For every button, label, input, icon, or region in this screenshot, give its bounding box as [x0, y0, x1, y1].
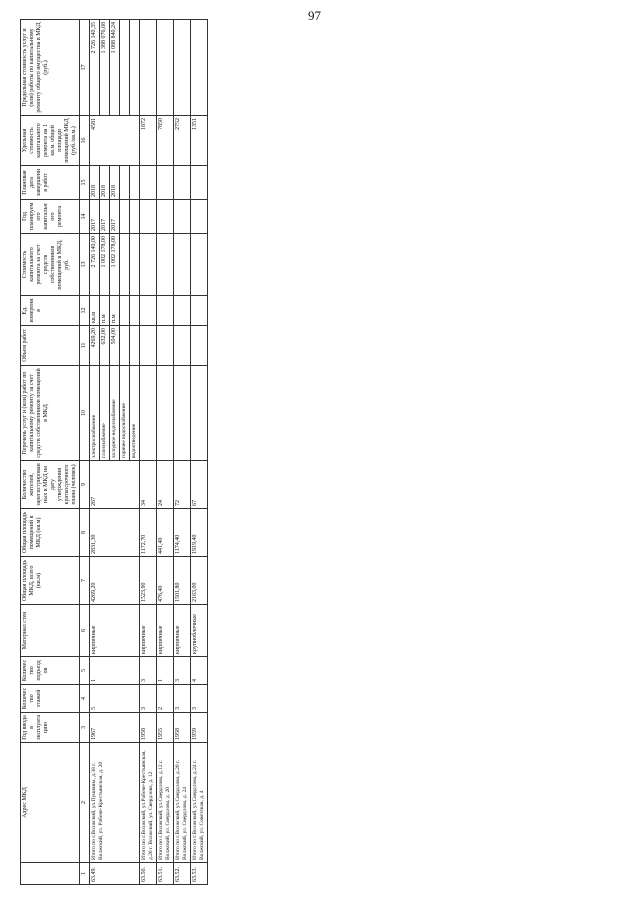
build-year: 1967	[90, 713, 140, 743]
column-index-5: 5	[80, 657, 90, 685]
work-volume	[174, 326, 191, 366]
column-index-7: 7	[80, 557, 90, 605]
area-rooms: 1172,70	[140, 509, 157, 557]
column-header-9: Количество жителей, зарегистрированных в МКД на дату утверждения краткосрочного плана (человек)	[21, 461, 80, 509]
column-index-16: 16	[80, 116, 90, 166]
work-year	[130, 200, 140, 234]
unit-cost: 2752	[174, 116, 191, 166]
table-body	[90, 20, 208, 885]
work-volume	[140, 326, 157, 366]
work-name	[191, 366, 208, 461]
entrances: 1	[90, 657, 140, 685]
column-header-17: Предельная стоимость услуг и (или) работы по капитальному ремонту общего имущества в МКД (руб.)	[21, 20, 80, 116]
work-name: водоотведение	[130, 366, 140, 461]
column-header-6: Материал стен	[21, 605, 80, 657]
work-volume	[120, 326, 130, 366]
unit-cost: 1351	[191, 116, 208, 166]
column-header-16: Удельная стоимость капитального ремонта на 1 кв.м. общей площади помещений МКД (руб./кв.м.)	[21, 116, 80, 166]
work-name: электроснабжение	[90, 366, 100, 461]
limit-cost	[157, 20, 174, 116]
column-header-4: Количество этажей	[21, 685, 80, 713]
build-year: 1958	[174, 713, 191, 743]
column-index-14: 14	[80, 200, 90, 234]
row-number: 63.53.	[191, 863, 208, 885]
area-total: 2163,00	[191, 557, 208, 605]
column-header-12: Ед. измерения	[21, 296, 80, 326]
work-unit	[140, 296, 157, 326]
work-name	[157, 366, 174, 461]
work-year	[140, 200, 157, 234]
column-index-3: 3	[80, 713, 90, 743]
address: Итого по г.Волжский, ул.Пушкина, д.38 г. Волжский, ул. Рабоче-Крестьянская, д. 20	[90, 743, 140, 863]
capital-repair-table	[20, 19, 208, 885]
area-rooms: 441,40	[157, 509, 174, 557]
work-done: 2018	[100, 166, 110, 200]
work-done: 2018	[110, 166, 120, 200]
floors: 3	[191, 685, 208, 713]
build-year: 1958	[140, 713, 157, 743]
work-done	[191, 166, 208, 200]
entrances: 3	[140, 657, 157, 685]
area-total: 1523,90	[140, 557, 157, 605]
work-year	[157, 200, 174, 234]
entrances: 4	[191, 657, 208, 685]
wall-material: крупноблочные	[191, 605, 208, 657]
table-row	[90, 20, 100, 885]
limit-cost: 1 388 076,68	[100, 20, 110, 116]
column-index-15: 15	[80, 166, 90, 200]
floors: 3	[174, 685, 191, 713]
residents: 67	[191, 461, 208, 509]
column-index-10: 10	[80, 366, 90, 461]
row-number: 63.49.	[90, 863, 140, 885]
residents: 72	[174, 461, 191, 509]
wall-material: кирпичные	[157, 605, 174, 657]
limit-cost: 1 088 840,24	[110, 20, 120, 116]
column-index-4: 4	[80, 685, 90, 713]
column-header-11: Объем работ	[21, 326, 80, 366]
residents: 34	[140, 461, 157, 509]
work-unit: п.м	[100, 296, 110, 326]
address: Итого по г.Волжский, ул.Рабоче-Крестьянская, д.20 г. Волжский, ул. Свердлова, д. 12	[140, 743, 157, 863]
table-row	[191, 20, 208, 885]
column-header-7: Общая площадь МКД, всего (кв.м)	[21, 557, 80, 605]
area-rooms: 2831,30	[90, 509, 140, 557]
work-volume	[191, 326, 208, 366]
column-index-12: 12	[80, 296, 90, 326]
work-name	[140, 366, 157, 461]
area-rooms: 1174,40	[174, 509, 191, 557]
work-done: 2018	[90, 166, 100, 200]
column-header-2: Адрес МКД	[21, 743, 80, 863]
work-done	[140, 166, 157, 200]
column-index-1: 1	[80, 863, 90, 885]
work-unit	[120, 296, 130, 326]
work-done	[174, 166, 191, 200]
table-row	[140, 20, 157, 885]
column-header-8: Общая площадь помещений в МКД (кв.м)	[21, 509, 80, 557]
row-number: 63.52.	[174, 863, 191, 885]
work-cost	[130, 234, 140, 296]
work-year: 2017	[110, 200, 120, 234]
column-header-5: Количество подъездов	[21, 657, 80, 685]
work-unit	[157, 296, 174, 326]
wall-material: кирпичные	[90, 605, 140, 657]
column-header-15: Плановая дата завершения работ	[21, 166, 80, 200]
page-number: 97	[308, 8, 321, 23]
work-cost	[140, 234, 157, 296]
work-unit: кв.м	[90, 296, 100, 326]
work-year	[191, 200, 208, 234]
column-header-13: Стоимость капитального ремонта за счет средств собственников помещений в МКД, руб.	[21, 234, 80, 296]
column-index-9: 9	[80, 461, 90, 509]
address: Итого по г.Волжский, ул.Свердлова, д.20 г. Волжский, ул. Свердлова, д. 24	[174, 743, 191, 863]
wall-material: кирпичные	[140, 605, 157, 657]
residents: 267	[90, 461, 140, 509]
limit-cost	[140, 20, 157, 116]
column-header-10: Перечень услуг и (или) работ по капитальному ремонту за счет средств собственников помещений в МКД	[21, 366, 80, 461]
address: Итого по г.Волжский, ул.Свердлова, д.12 г. Волжский, ул. Свердлова, д. 20	[157, 743, 174, 863]
area-total: 4269,20	[90, 557, 140, 605]
work-cost	[174, 234, 191, 296]
work-volume: 504,00	[110, 326, 120, 366]
column-index-6: 6	[80, 605, 90, 657]
address: Итого по г.Волжский, ул.Свердлова, д.24 г. Волжский, ул. Советская, д. 4	[191, 743, 208, 863]
entrances: 1	[157, 657, 174, 685]
work-name	[174, 366, 191, 461]
column-index-2: 2	[80, 743, 90, 863]
work-name: холодное водоснабжение	[110, 366, 120, 461]
work-year	[120, 200, 130, 234]
column-index-17: 17	[80, 20, 90, 116]
column-index-13: 13	[80, 234, 90, 296]
floors: 5	[90, 685, 140, 713]
row-number: 63.51.	[157, 863, 174, 885]
wall-material: кирпичные	[174, 605, 191, 657]
column-header-14: Год планируемого капитального ремонта	[21, 200, 80, 234]
work-unit	[191, 296, 208, 326]
work-volume	[157, 326, 174, 366]
column-header-3: Год ввода в эксплуатацию	[21, 713, 80, 743]
work-name: горячее водоснабжение	[120, 366, 130, 461]
unit-cost: 7850	[157, 116, 174, 166]
build-year: 1959	[191, 713, 208, 743]
area-rooms: 1919,40	[191, 509, 208, 557]
area-total: 476,40	[157, 557, 174, 605]
column-index-11: 11	[80, 326, 90, 366]
column-index-row	[80, 20, 90, 885]
row-number: 63.50.	[140, 863, 157, 885]
floors: 2	[157, 685, 174, 713]
work-year	[174, 200, 191, 234]
work-year: 2017	[90, 200, 100, 234]
work-unit	[174, 296, 191, 326]
table-row	[174, 20, 191, 885]
work-done	[130, 166, 140, 200]
table-row	[157, 20, 174, 885]
unit-cost: 4581	[90, 116, 140, 166]
residents: 24	[157, 461, 174, 509]
work-cost	[191, 234, 208, 296]
work-unit: п.м	[110, 296, 120, 326]
entrances: 3	[174, 657, 191, 685]
rotated-sheet	[20, 20, 620, 885]
work-unit	[130, 296, 140, 326]
build-year: 1955	[157, 713, 174, 743]
column-header-1	[21, 863, 80, 885]
work-done	[157, 166, 174, 200]
limit-cost	[174, 20, 191, 116]
work-name: газоснабжение	[100, 366, 110, 461]
work-volume: 4269,20	[90, 326, 100, 366]
work-volume	[130, 326, 140, 366]
work-cost	[157, 234, 174, 296]
limit-cost	[130, 20, 140, 116]
limit-cost	[191, 20, 208, 116]
header-row	[21, 20, 80, 885]
work-done	[120, 166, 130, 200]
work-cost: 1 002 178,00	[100, 234, 110, 296]
unit-cost: 1872	[140, 116, 157, 166]
limit-cost	[120, 20, 130, 116]
floors: 3	[140, 685, 157, 713]
work-cost: 1 002 178,00	[110, 234, 120, 296]
work-year: 2017	[100, 200, 110, 234]
work-volume: 632,00	[100, 326, 110, 366]
work-cost: 2 726 140,00	[90, 234, 100, 296]
area-total: 1501,80	[174, 557, 191, 605]
column-index-8: 8	[80, 509, 90, 557]
work-cost	[120, 234, 130, 296]
limit-cost: 2 726 140,35	[90, 20, 100, 116]
